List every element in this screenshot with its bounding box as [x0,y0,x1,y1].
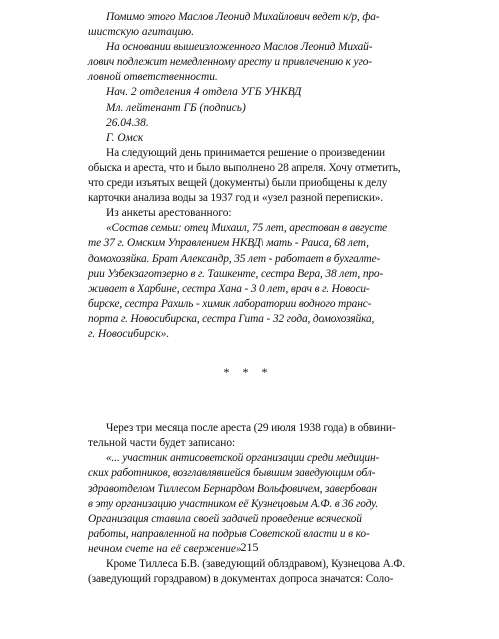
top-italic-line-1: Помимо этого Маслов Леонид Михайлович ведет к/р, фа- [106,11,380,23]
paragraph-1-line-2: обыска и ареста, что и было выполнено 28 апреля. Хочу отметить, [88,161,401,174]
questionnaire-quote-line-2: те 37 г. Омским Управлением НКВД\ мать - Раиса, 68 лет, [88,237,369,250]
indictment-quote-line-6: работы, направленной на подрыв Советской власти и в ко- [88,527,370,540]
indictment-quote-line-5: Организация ставила своей задачей проведение всяческой [88,512,362,525]
questionnaire-quote-line-1: «Состав семьи: отец Михаил, 75 лет, арестован в августе [106,222,388,235]
questionnaire-quote-line-7: порта г. Новосибирска, сестра Гита - 32 года, домохозяйка, [88,312,375,325]
questionnaire-quote-line-4: рии Узбекзаготзерно в г. Ташкенте, сестра Вера, 38 лет, про- [88,267,384,280]
paragraph-1-line-4: карточки анализа воды за 1937 год и «узел разной переписки». [88,192,384,205]
signature-city: Г. Омск [106,131,144,144]
top-italic-line-5: ловной ответственности. [88,71,218,84]
paragraph-3-line-2: (заведующий горздравом) в документах допроса значатся: Соло- [88,573,394,586]
indictment-quote-line-3: здравотделом Тиллесом Бернардом Вольфовичем, завербован [88,482,377,495]
page-number: 215 [240,540,259,554]
indictment-quote-line-4: в эту организацию участником её Кузнецовым А.Ф. в 36 году. [88,497,379,510]
top-italic-line-4: лович подлежит немедленному аресту и привлечению к уго- [88,56,372,69]
questionnaire-quote-line-8: г. Новосибирск». [88,327,170,340]
indictment-quote-line-1: «... участник антисоветской организации среди медицин- [106,452,380,465]
top-italic-line-3: На основании вышеизложенного Маслов Леонид Михай- [106,41,373,54]
questionnaire-quote-line-3: домохозяйка. Брат Александр, 35 лет - работает в бухгалте- [88,252,381,265]
signature-date: 26.04.38. [106,116,149,129]
top-italic-line-2: шистскую агитацию. [88,26,195,39]
paragraph-2-line-2: тельной части будет записано: [88,437,236,450]
questionnaire-quote-line-5: живает в Харбине, сестра Хана - 3 0 лет, врач в г. Новоси- [88,282,370,295]
paragraph-3-line-1: Кроме Тиллеса Б.В. (заведующий облздравом), Кузнецова А.Ф. [106,558,405,570]
paragraph-1-line-3: что среди изъятых вещей (документы) были приобщены к делу [88,177,388,190]
questionnaire-quote-line-6: бирске, сестра Рахиль - химик лаборатории водного транс- [88,297,372,310]
paragraph-1-line-1: На следующий день принимается решение о произведении [106,146,386,159]
paragraph-2-line-1: Через три месяца после ареста (29 июля 1938 года) в обвини- [106,422,396,435]
indictment-quote-line-2: ских работников, возглавлявшейся бывшим заведующим обл- [88,467,376,480]
signature-position: Нач. 2 отделения 4 отдела УГБ УНКВД [106,86,302,99]
section-separator: * * * [223,365,273,380]
page-text [88,10,408,587]
questionnaire-intro: Из анкеты арестованного: [106,207,232,220]
indictment-quote-line-7: нечном счете на её свержение» [88,542,242,555]
signature-rank: Мл. лейтенант ГБ (подпись) [106,101,246,114]
